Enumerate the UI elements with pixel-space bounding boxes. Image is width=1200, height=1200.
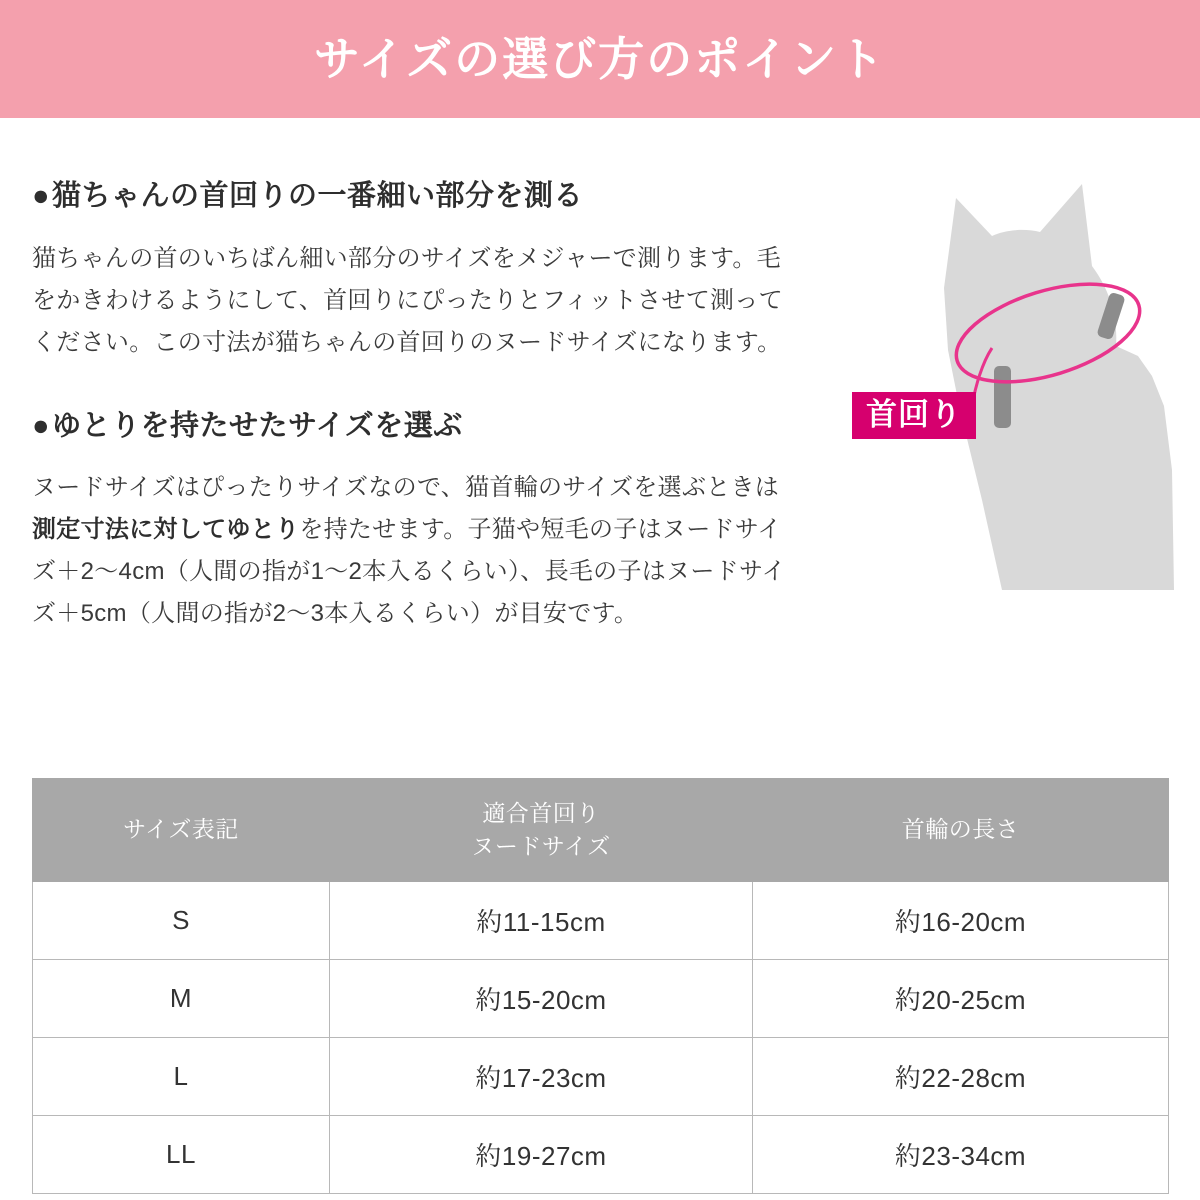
- cell-size: LL: [33, 1116, 330, 1194]
- cell-size: L: [33, 1038, 330, 1116]
- section-2-heading: [32, 408, 792, 446]
- section-2-body-emphasis: 測定寸法に対してゆとり: [32, 516, 300, 544]
- cat-body-shape: [944, 184, 1174, 590]
- cell-neck: 約19-27cm: [330, 1116, 753, 1194]
- cell-size: S: [33, 882, 330, 960]
- size-table-head: [33, 779, 1169, 882]
- section-2-heading-text: ゆとりを持たせたサイズを選ぶ: [52, 409, 463, 442]
- table-row: [33, 1116, 1169, 1194]
- neck-measure-label: 首回り: [852, 392, 976, 439]
- size-table-body: [33, 882, 1169, 1194]
- section-spacer: [32, 364, 792, 408]
- th-collar-length: 首輪の長さ: [753, 779, 1169, 882]
- cell-neck: 約15-20cm: [330, 960, 753, 1038]
- section-2-body-part1: ヌードサイズはぴったりサイズなので、猫首輪のサイズを選ぶときは: [32, 474, 780, 502]
- size-table-wrapper: [32, 778, 1168, 1194]
- th-neck-size-line1: 適合首回り: [482, 799, 600, 826]
- section-1-heading: [32, 178, 792, 216]
- cell-collar: 約16-20cm: [753, 882, 1169, 960]
- table-row: [33, 1038, 1169, 1116]
- section-2-body: [32, 467, 792, 635]
- cell-collar: 約20-25cm: [753, 960, 1169, 1038]
- header-banner: [0, 0, 1200, 118]
- text-column: [32, 118, 792, 635]
- section-2-body-part2: を持たせます。子猫や短毛の子はヌードサイズ＋2〜4cm（人間の指が1〜2本入るくらい）、長毛の子はヌードサイズ＋5cm（人間の指が2〜3本入るくらい）が目安です。: [32, 516, 786, 628]
- cat-silhouette-icon: [852, 170, 1182, 590]
- bullet-icon: ●: [32, 180, 51, 212]
- table-header-row: [33, 779, 1169, 882]
- size-table: [32, 778, 1169, 1194]
- cell-neck: 約17-23cm: [330, 1038, 753, 1116]
- cell-collar: 約23-34cm: [753, 1116, 1169, 1194]
- table-row: [33, 960, 1169, 1038]
- th-size-label: サイズ表記: [33, 779, 330, 882]
- th-neck-size-line2: ヌードサイズ: [471, 833, 611, 859]
- table-row: [33, 882, 1169, 960]
- section-1-body: 猫ちゃんの首のいちばん細い部分のサイズをメジャーで測ります。毛をかきわけるようにして、首回りにぴったりとフィットさせて測ってください。この寸法が猫ちゃんの首回りのヌードサイズになります。: [32, 244, 783, 356]
- section-1-heading-text: 猫ちゃんの首回りの一番細い部分を測る: [52, 180, 584, 212]
- cell-neck: 約11-15cm: [330, 882, 753, 960]
- page-title: サイズの選び方のポイント: [313, 33, 887, 85]
- cat-neck-illustration: [852, 170, 1182, 590]
- cell-size: M: [33, 960, 330, 1038]
- th-neck-size: [330, 779, 753, 882]
- collar-buckle-left: [994, 366, 1011, 428]
- bullet-icon: ●: [32, 409, 51, 442]
- cell-collar: 約22-28cm: [753, 1038, 1169, 1116]
- main-content: [0, 118, 1200, 635]
